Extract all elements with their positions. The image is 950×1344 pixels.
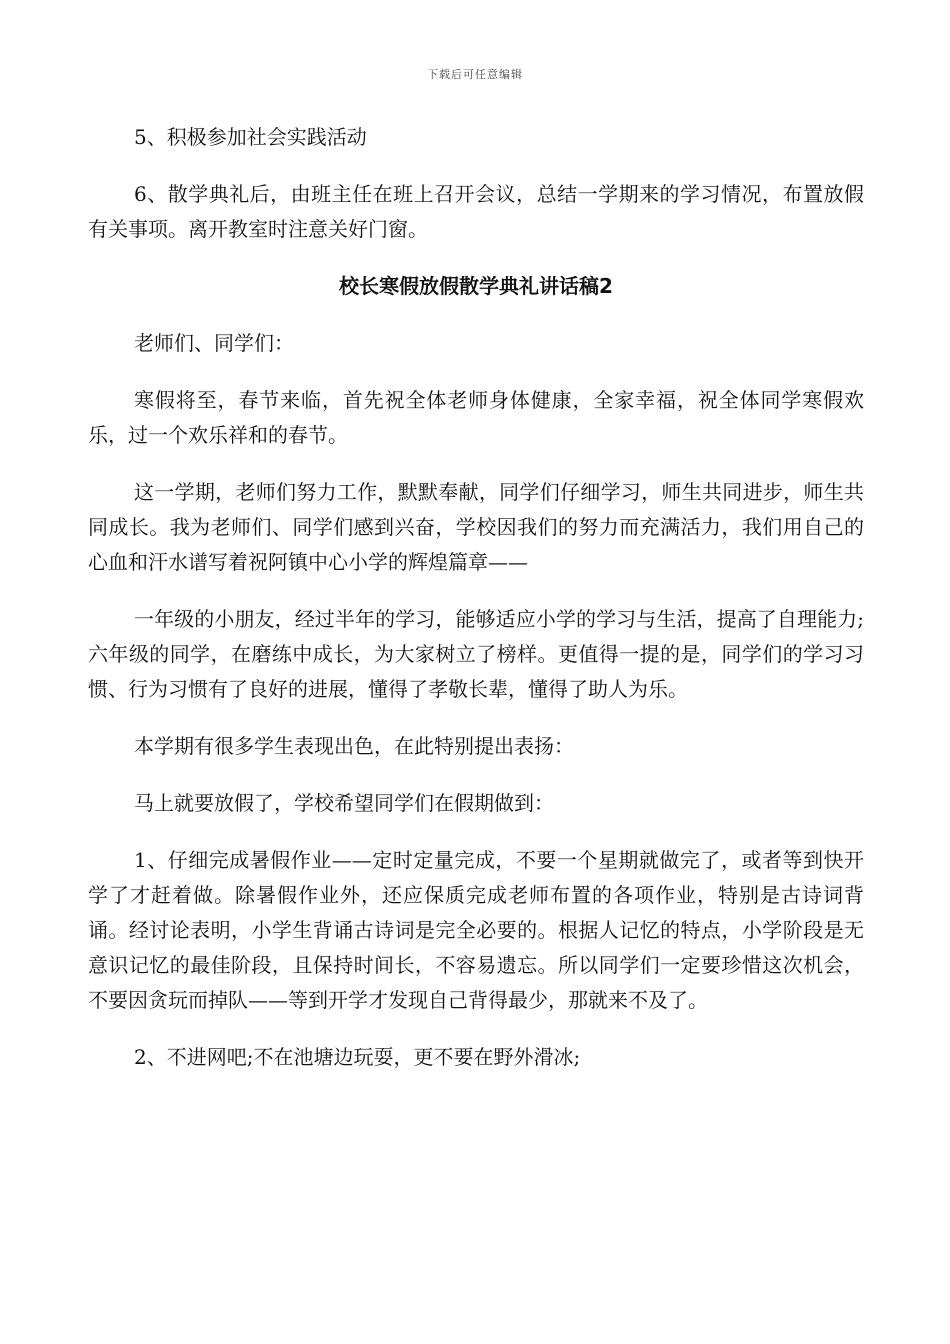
paragraph-item-6: 6、散学典礼后，由班主任在班上召开会议，总结一学期来的学习情况，布置放假有关事项。离开教室时注意关好门窗。 — [88, 182, 864, 241]
paragraph-rule-2: 2、不进网吧;不在池塘边玩耍，更不要在野外滑冰; — [134, 1045, 581, 1069]
paragraph-holiday-intro: 马上就要放假了，学校希望同学们在假期做到： — [134, 791, 554, 815]
paragraph-item-5: 5、积极参加社会实践活动 — [134, 125, 367, 149]
section-title: 校长寒假放假散学典礼讲话稿2 — [339, 274, 613, 298]
paragraph-semester-review: 这一学期，老师们努力工作，默默奉献，同学们仔细学习，师生共同进步，师生共同成长。我为老师们、同学们感到兴奋，学校因我们的努力而充满活力，我们用自己的心血和汗水谱写着祝阿镇中心小学的辉煌篇章—— — [88, 480, 864, 574]
paragraph-commendation: 本学期有很多学生表现出色，在此特别提出表扬： — [134, 734, 574, 758]
paragraph-holiday-wishes: 寒假将至，春节来临，首先祝全体老师身体健康，全家幸福，祝全体同学寒假欢乐，过一个欢乐祥和的春节。 — [88, 388, 864, 447]
document-body — [88, 120, 864, 1097]
paragraph-greeting: 老师们、同学们： — [134, 331, 294, 355]
paragraph-rule-1: 1、仔细完成暑假作业——定时定量完成，不要一个星期就做完了，或者等到快开学了才赶着做。除暑假作业外，还应保质完成老师布置的各项作业，特别是古诗词背诵。经讨论表明，小学生背诵古诗词是完全必要的。根据人记忆的特点，小学阶段是无意识记忆的最佳阶段，且保持时间长，不容易遗忘。所以同学们一定要珍惜这次机会，不要因贪玩而掉队——等到开学才发现自己背得最少，那就来不及了。 — [88, 848, 864, 1012]
paragraph-student-progress: 一年级的小朋友，经过半年的学习，能够适应小学的学习与生活，提高了自理能力;六年级的同学，在磨练中成长，为大家树立了榜样。更值得一提的是，同学们的学习习惯、行为习惯有了良好的进展，懂得了孝敬长辈，懂得了助人为乐。 — [88, 607, 864, 701]
header-note: 下载后可任意编辑 — [427, 68, 523, 81]
